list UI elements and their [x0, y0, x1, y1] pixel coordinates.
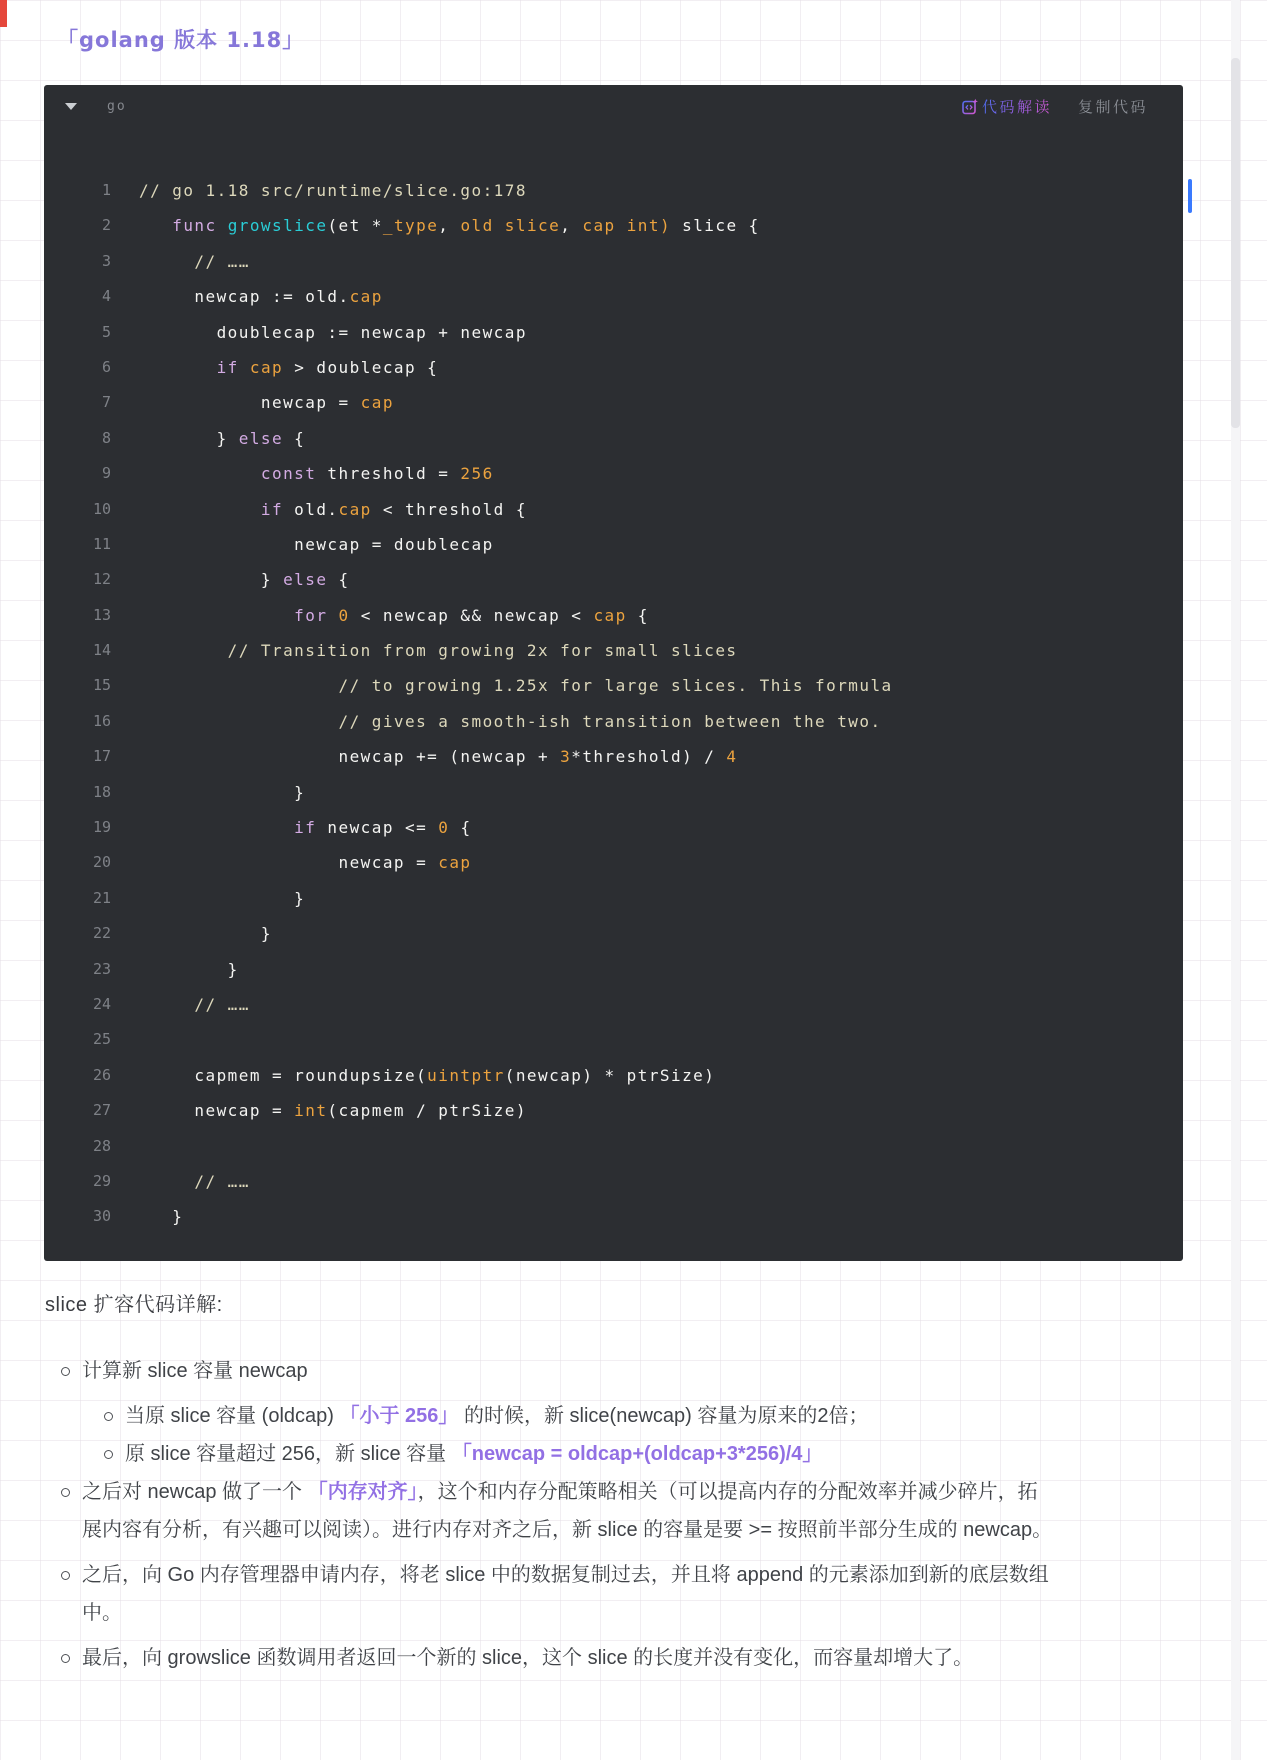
code-line-content: newcap = int(capmem / ptrSize): [139, 1101, 527, 1121]
note-text: 计算新 slice 容量 newcap: [82, 1360, 308, 1382]
code-line: [44, 704, 1183, 739]
code-line-content: newcap = doublecap: [139, 534, 494, 554]
code-line: [44, 881, 1183, 916]
note-text: 原 slice 容量超过 256，新 slice 容量: [125, 1443, 452, 1465]
code-line-content: // ……: [194, 251, 250, 271]
note-text: 的时候，新 slice(newcap) 容量为原来的2倍；: [458, 1405, 869, 1427]
code-line: [44, 350, 1183, 385]
code-block: [44, 85, 1183, 1261]
code-line: [44, 562, 1183, 597]
code-line: [44, 633, 1183, 668]
code-line-content: func growslice(et *_type, old slice, cap int) slice {: [172, 216, 760, 236]
code-line: [44, 1129, 1183, 1164]
note-bullet: [44, 1639, 1056, 1677]
code-line-content: if old.cap < threshold {: [260, 499, 527, 519]
language-label: go: [107, 98, 127, 114]
code-line-content: // ……: [194, 1171, 250, 1191]
code-line: [44, 775, 1183, 810]
code-line-content: // Transition from growing 2x for small slices: [227, 641, 738, 661]
code-line-content: // ……: [194, 994, 250, 1014]
code-line-content: // to growing 1.25x for large slices. This formula: [338, 676, 893, 696]
code-line-content: }: [139, 959, 239, 979]
code-line: [44, 598, 1183, 633]
page-scrollbar-thumb[interactable]: [1231, 58, 1240, 428]
line-number: 11: [92, 534, 111, 553]
code-line-content: capmem = roundupsize(uintptr(newcap) * ptrSize): [139, 1065, 716, 1085]
code-line: [44, 952, 1183, 987]
code-line-content: for 0 < newcap && newcap < cap {: [294, 605, 649, 625]
code-toolbar: [44, 85, 1183, 127]
note-bullet: [87, 1435, 1056, 1473]
code-lines: [44, 127, 1183, 1261]
code-line: [44, 173, 1183, 208]
page-scrollbar-track[interactable]: [1231, 0, 1240, 1760]
line-number: 21: [92, 888, 111, 907]
line-number: 5: [101, 322, 111, 341]
code-line-content: newcap := old.cap: [139, 287, 383, 307]
code-line: [44, 810, 1183, 845]
code-line: [44, 1022, 1183, 1057]
code-line: [44, 668, 1183, 703]
line-number: 30: [92, 1207, 111, 1226]
corner-marker: [0, 0, 7, 27]
line-number: 13: [92, 605, 111, 624]
line-number: 18: [92, 782, 111, 801]
code-line: [44, 1164, 1183, 1199]
code-line: [44, 385, 1183, 420]
line-number: 8: [101, 428, 111, 447]
scroll-indicator[interactable]: [1188, 179, 1192, 213]
code-line-content: newcap += (newcap + 3*threshold) / 4: [139, 747, 738, 767]
line-number: 19: [92, 818, 111, 837]
line-number: 23: [92, 959, 111, 978]
code-line: [44, 739, 1183, 774]
line-number: 10: [92, 499, 111, 518]
code-line-content: newcap = cap: [139, 393, 394, 413]
code-line: [44, 244, 1183, 279]
caret-down-icon: [65, 103, 77, 110]
line-number: 9: [101, 464, 111, 483]
code-line-content: newcap = cap: [139, 853, 472, 873]
code-line-content: // go 1.18 src/runtime/slice.go:178: [139, 181, 527, 200]
line-number: 1: [101, 181, 111, 199]
code-line: [44, 421, 1183, 456]
note-text: 之后对 newcap 做了一个: [82, 1481, 308, 1503]
code-line: [44, 527, 1183, 562]
code-line: [44, 1093, 1183, 1128]
code-line: [44, 845, 1183, 880]
line-number: 14: [92, 641, 111, 660]
code-line-content: // gives a smooth-ish transition between the two.: [338, 711, 882, 731]
line-number: 22: [92, 924, 111, 943]
code-explain-label: 代码解读: [982, 96, 1052, 117]
code-line: [44, 987, 1183, 1022]
code-line-content: doublecap := newcap + newcap: [139, 322, 527, 342]
line-number: 7: [101, 393, 111, 412]
copy-code-button[interactable]: 复制代码: [1078, 96, 1148, 117]
notes-list: [44, 1352, 1056, 1684]
code-line: [44, 315, 1183, 350]
line-number: 17: [92, 747, 111, 766]
line-number: 2: [101, 216, 111, 235]
line-number: 28: [92, 1136, 111, 1155]
section-heading: slice 扩容代码详解:: [45, 1294, 223, 1316]
line-number: 4: [101, 287, 111, 306]
line-number: 25: [92, 1030, 111, 1049]
note-bullet: [44, 1352, 1056, 1390]
code-line-content: }: [139, 782, 306, 802]
page-title: 「golang 版本 1.18」: [57, 28, 305, 52]
code-line: [44, 1199, 1183, 1234]
code-line-content: if cap > doublecap {: [216, 357, 439, 377]
line-number: 29: [92, 1171, 111, 1190]
line-number: 6: [101, 357, 111, 376]
note-bullet: [44, 1556, 1056, 1632]
line-number: 3: [101, 251, 111, 270]
code-line: [44, 208, 1183, 243]
line-number: 26: [92, 1065, 111, 1084]
line-number: 16: [92, 711, 111, 730]
highlighted-text: 「newcap = oldcap+(oldcap+3*256)/4」: [451, 1443, 823, 1465]
note-text: 之后，向 Go 内存管理器申请内存，将老 slice 中的数据复制过去，并且将 append 的元素添加到新的底层数组中。: [82, 1564, 1049, 1624]
code-line: [44, 492, 1183, 527]
code-line-content: }: [139, 888, 306, 908]
note-text: ，这个和内存分配策略相关（可以提高内存的分配效率并减少碎片，拓展内容有分析，有兴趣可以阅读）。进行内存对齐之后，新 slice 的容量是要 >= 按照前半部分生成的 newcap。: [82, 1481, 1053, 1541]
line-number: 27: [92, 1101, 111, 1120]
code-line-content: if newcap <= 0 {: [294, 818, 472, 838]
collapse-code-button[interactable]: [61, 99, 81, 114]
highlighted-text: 「内存对齐」: [307, 1481, 418, 1503]
note-text: 最后，向 growslice 函数调用者返回一个新的 slice，这个 slice 的长度并没有变化，而容量却增大了。: [82, 1647, 974, 1669]
highlighted-text: 「小于 256」: [339, 1405, 459, 1427]
code-line: [44, 1058, 1183, 1093]
code-explain-button[interactable]: [962, 96, 1052, 117]
code-line-content: } else {: [139, 570, 350, 590]
code-line-content: }: [139, 924, 272, 944]
code-line-content: } else {: [139, 428, 306, 448]
code-line-content: const threshold = 256: [260, 464, 494, 484]
code-explain-icon: [962, 98, 979, 115]
code-line-content: }: [139, 1207, 184, 1227]
note-bullet: [87, 1397, 1056, 1435]
code-line: [44, 916, 1183, 951]
code-line: [44, 279, 1183, 314]
line-number: 20: [92, 853, 111, 872]
code-line: [44, 456, 1183, 491]
note-text: 当原 slice 容量 (oldcap): [125, 1405, 340, 1427]
line-number: 12: [92, 570, 111, 589]
line-number: 24: [92, 994, 111, 1013]
note-bullet: [44, 1473, 1056, 1549]
line-number: 15: [92, 676, 111, 695]
